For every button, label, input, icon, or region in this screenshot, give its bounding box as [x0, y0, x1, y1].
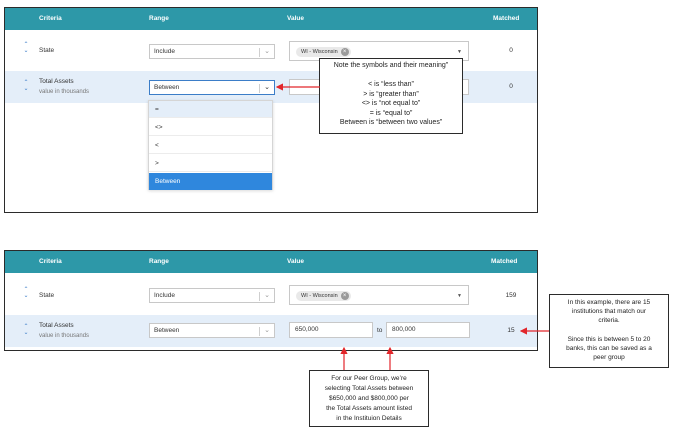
- caret-down-icon[interactable]: ▼: [457, 49, 462, 55]
- range-select-value: Between: [154, 84, 180, 91]
- note-line: In this example, there are 15: [567, 299, 651, 306]
- chevron-up-icon[interactable]: ⌃: [23, 287, 29, 293]
- criteria-sublabel: value in thousands: [39, 333, 90, 339]
- range-select-value: Include: [154, 292, 175, 299]
- note-line: institutions that match our: [571, 308, 647, 316]
- range-select-value: Between: [154, 327, 180, 334]
- reorder-control[interactable]: [22, 80, 30, 92]
- note-line: [320, 71, 462, 81]
- range-option-between[interactable]: Between: [149, 173, 272, 190]
- reorder-control[interactable]: [22, 287, 30, 299]
- note-line: peer group: [593, 354, 625, 362]
- note-line: <> is “not equal to”: [361, 100, 421, 107]
- range-option-not-equal[interactable]: <>: [149, 119, 272, 136]
- chevron-down-icon[interactable]: ⌄: [23, 86, 29, 92]
- range-option-less-than[interactable]: <: [149, 137, 272, 154]
- chevron-up-icon[interactable]: ⌃: [23, 42, 29, 48]
- header-value: Value: [287, 15, 304, 22]
- header-criteria: Criteria: [39, 258, 62, 265]
- chevron-down-icon[interactable]: ⌄: [23, 48, 29, 54]
- criteria-label: State: [39, 292, 55, 299]
- criteria-sublabel: value in thousands: [39, 89, 90, 95]
- chevron-up-icon[interactable]: ⌃: [23, 324, 29, 330]
- remove-chip-icon[interactable]: ×: [341, 48, 349, 56]
- value-chip-label: WI - Wisconsin: [301, 49, 338, 55]
- criteria-label: Total Assets: [39, 322, 74, 329]
- chevron-down-icon[interactable]: ⌄: [264, 48, 270, 55]
- note-line: [550, 326, 668, 335]
- note-line: $650,000 and $800,000 per: [329, 395, 409, 402]
- criteria-label: State: [39, 47, 55, 54]
- table-header: [5, 251, 537, 273]
- value-input-from[interactable]: 650,000: [289, 322, 373, 338]
- header-matched: Matched: [493, 15, 520, 22]
- note-line: banks, this can be saved as a: [566, 345, 652, 353]
- value-input-to[interactable]: 800,000: [386, 322, 470, 338]
- note-line: For our Peer Group, we’re: [331, 375, 407, 382]
- criteria-panel-values-entered: [4, 250, 538, 351]
- select-divider: [259, 292, 260, 301]
- value-chip: [296, 291, 351, 301]
- chevron-down-icon[interactable]: ⌄: [264, 327, 270, 334]
- header-criteria: Criteria: [39, 15, 62, 22]
- caret-down-icon[interactable]: ▼: [457, 293, 462, 299]
- range-select-value: Include: [154, 48, 175, 55]
- chevron-up-icon[interactable]: ⌃: [23, 80, 29, 86]
- table-header: [5, 8, 537, 30]
- chevron-down-icon[interactable]: ⌄: [264, 84, 270, 91]
- matched-count: 0: [509, 83, 513, 90]
- peer-group-note: [309, 370, 429, 427]
- chevron-down-icon[interactable]: ⌄: [23, 293, 29, 299]
- range-select[interactable]: [149, 323, 275, 338]
- header-range: Range: [149, 258, 169, 265]
- select-divider: [259, 327, 260, 336]
- value-multiselect[interactable]: [289, 285, 469, 305]
- chevron-down-icon[interactable]: ⌄: [264, 292, 270, 299]
- criteria-label: Total Assets: [39, 78, 74, 85]
- note-line: Since this is between 5 to 20: [567, 335, 651, 343]
- header-range: Range: [149, 15, 169, 22]
- select-divider: [259, 48, 260, 57]
- matched-note: [549, 294, 669, 368]
- remove-chip-icon[interactable]: ×: [341, 292, 349, 300]
- range-select[interactable]: [149, 288, 275, 303]
- reorder-control[interactable]: [22, 324, 30, 336]
- value-chip: [296, 47, 351, 57]
- header-matched: Matched: [491, 258, 518, 265]
- note-line: = is “equal to”: [369, 109, 413, 117]
- note-line: Between is “between two values”: [339, 119, 443, 126]
- note-line: Note the symbols and their meaning": [333, 62, 449, 69]
- value-chip-label: WI - Wisconsin: [301, 293, 338, 299]
- range-option-greater-than[interactable]: >: [149, 155, 272, 172]
- note-line: criteria.: [598, 317, 620, 325]
- range-select[interactable]: [149, 44, 275, 59]
- chevron-down-icon[interactable]: ⌄: [23, 330, 29, 336]
- header-value: Value: [287, 258, 304, 265]
- table-row-total-assets: [5, 315, 537, 347]
- note-line: in the Instituion Details: [336, 415, 402, 422]
- note-line: > is “greater than”: [363, 90, 419, 98]
- note-line: selecting Total Assets between: [324, 385, 414, 392]
- matched-count: 15: [507, 327, 515, 334]
- matched-count: 159: [505, 292, 517, 299]
- matched-count: 0: [509, 47, 513, 54]
- table-row-state: [5, 279, 537, 311]
- range-dropdown-menu: [148, 100, 273, 190]
- range-select[interactable]: [149, 80, 275, 95]
- range-option-equal[interactable]: =: [149, 101, 272, 118]
- note-line: < is “less than”: [368, 81, 414, 88]
- select-divider: [259, 84, 260, 93]
- note-line: the Total Assets amount listed: [326, 405, 412, 412]
- reorder-control[interactable]: [22, 42, 30, 54]
- symbols-note: [319, 58, 463, 134]
- range-to-label: to: [377, 327, 383, 334]
